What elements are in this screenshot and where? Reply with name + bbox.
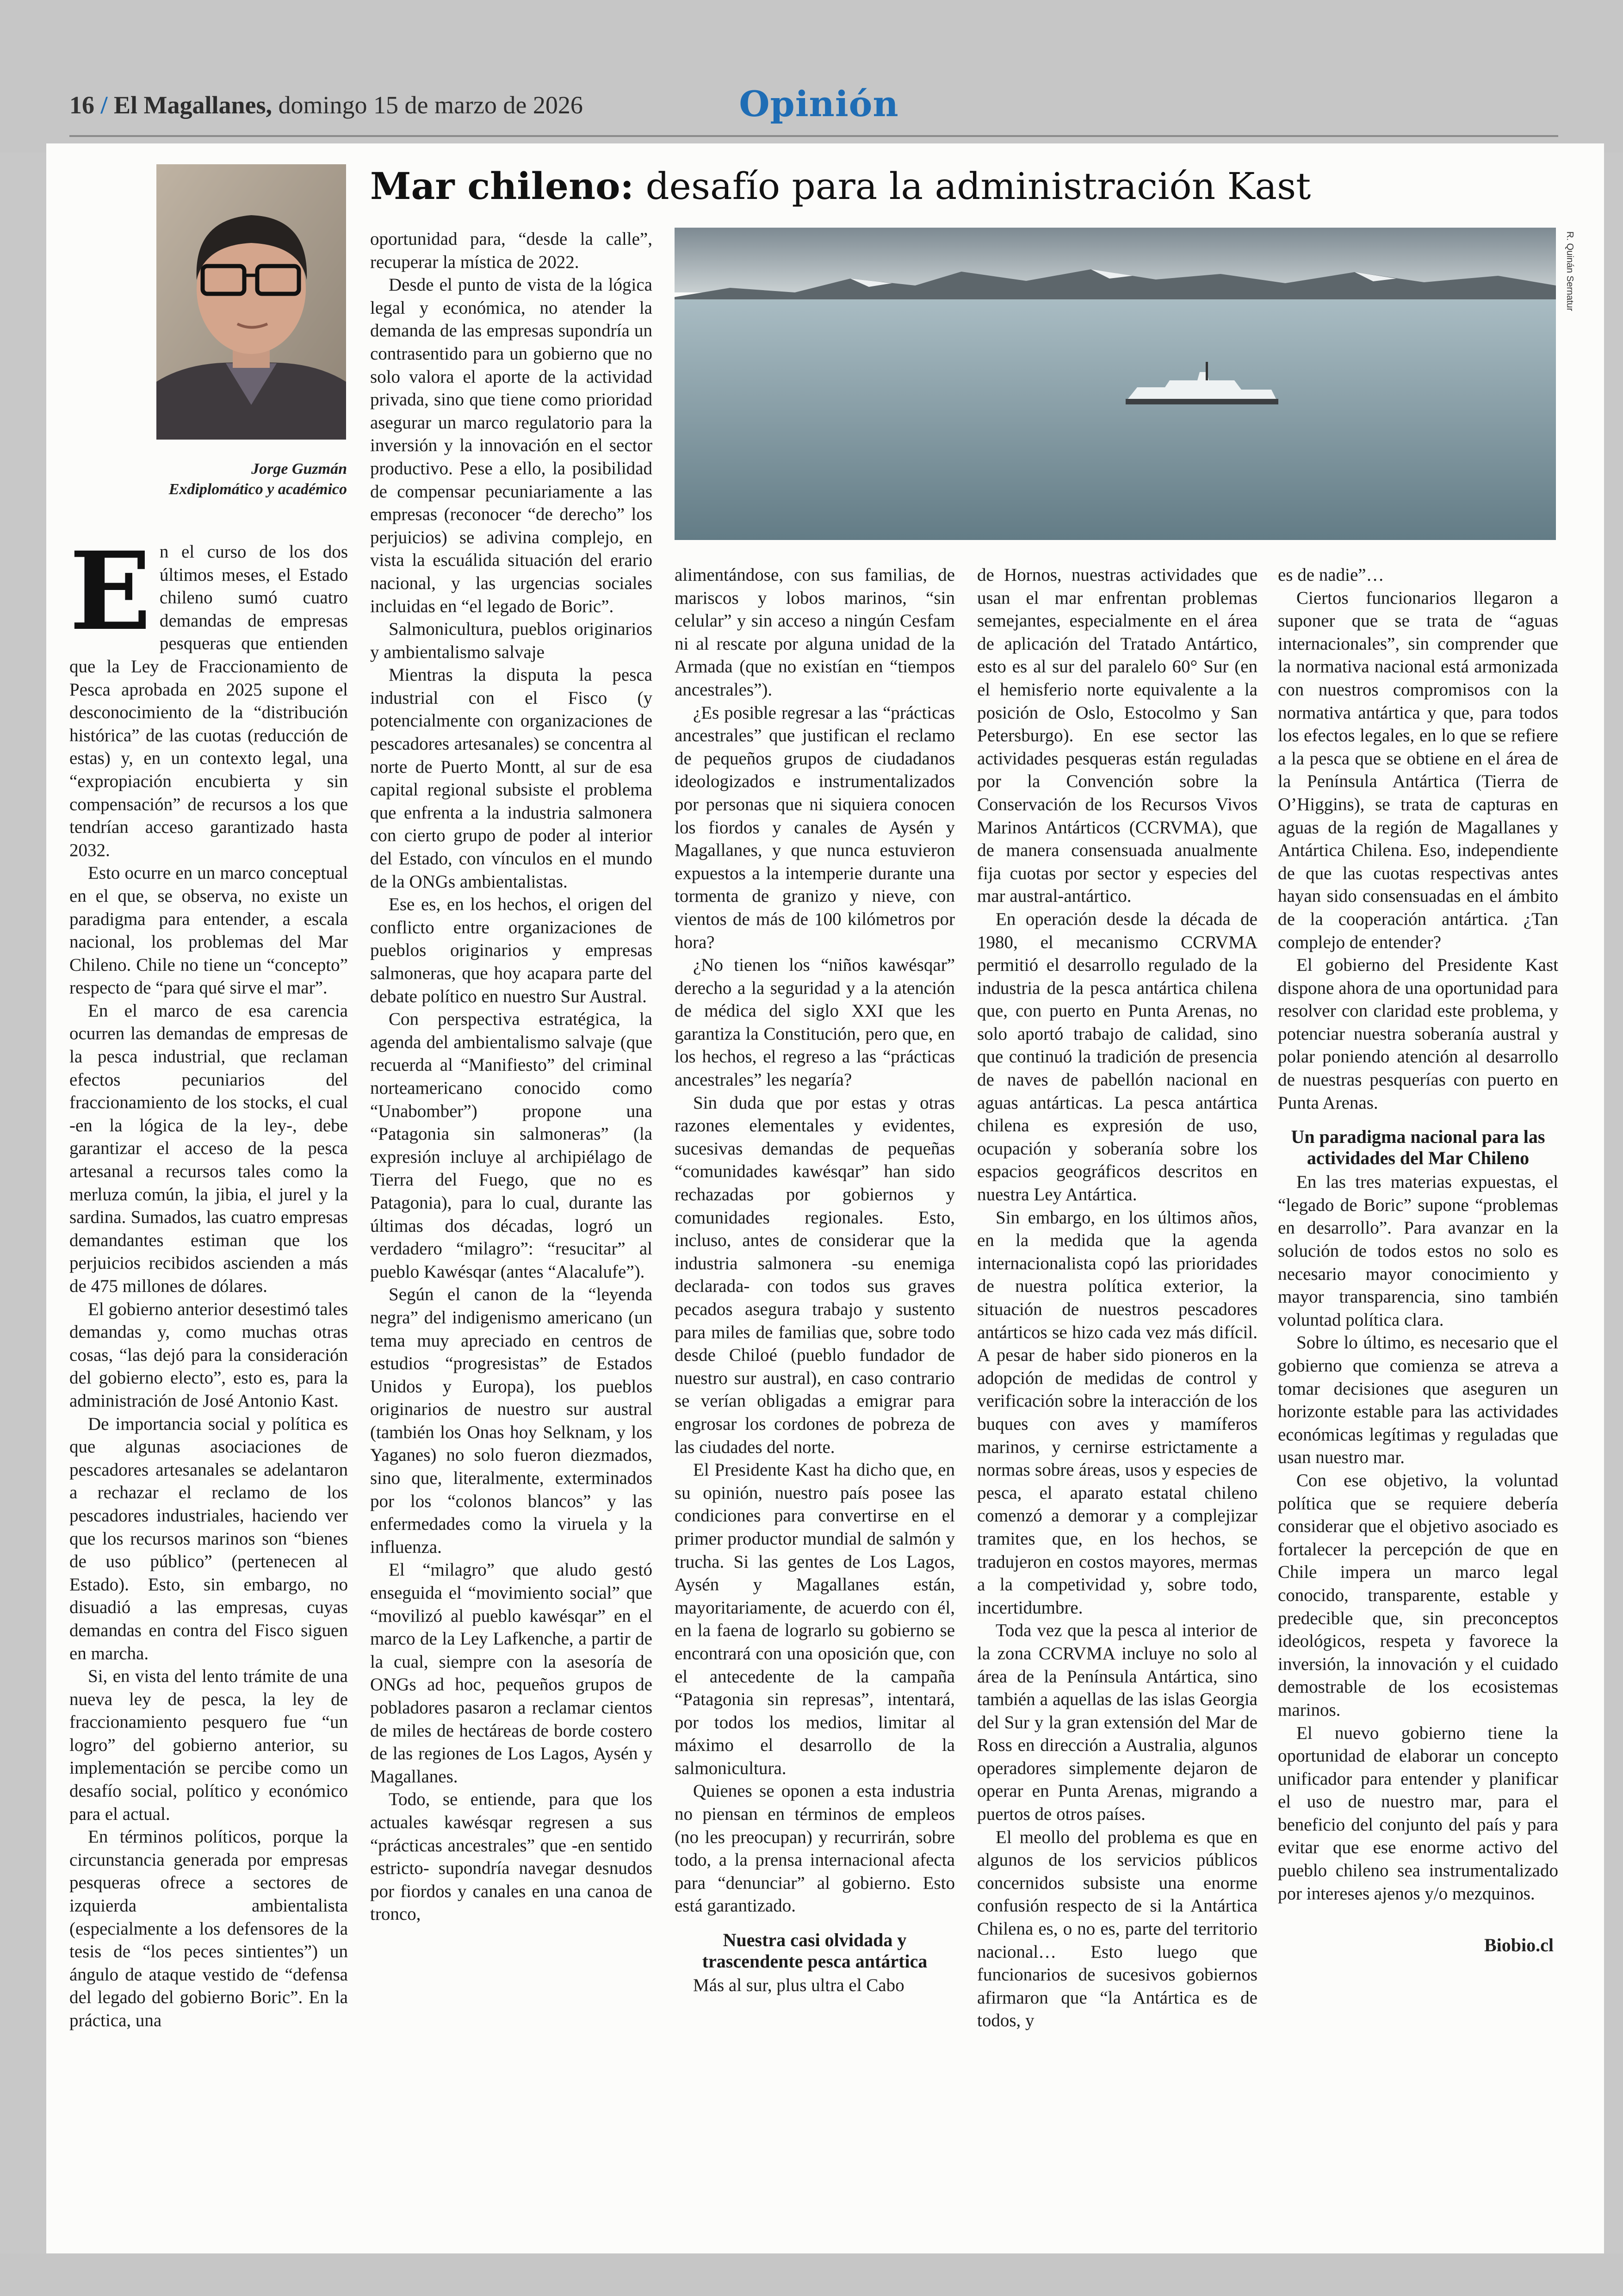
article-column-5	[1278, 564, 1558, 1905]
paragraph: Toda vez que la pesca al interior de la zona CCRVMA incluye no solo al área de la Península Antártica, sino también a aquellas de las islas Georgia del Sur y la gran extensión del Mar de Ross en dirección a Australia, algunos operadores simplemente dejaron de operar en Punta Arenas, migrando a puertos de otros países.	[977, 1620, 1258, 1824]
newspaper-name: El Magallanes,	[114, 91, 273, 119]
bottom-margin	[0, 2253, 1623, 2296]
paragraph: Salmonicultura, pueblos originarios y ambientalismo salvaje	[370, 619, 652, 662]
header-rule	[69, 135, 1558, 137]
paragraph: Sin embargo, en los últimos años, en la medida que la agenda internacionalista copó las prioridades de nuestra política exterior, la situación de nuestros pescadores antárticos se hizo cada vez más difícil. A pesar de haber sido pioneros en la adopción de medidas de control y verificación sobre la interacción de los buques con aves y mamíferos marinos, y cernirse estrictamente a normas sobre áreas, usos y especies de pesca, el aparato estatal chileno comenzó a demorar y a complejizar tramites que, en los hechos, se tradujeron en costos mayores, mermas a la competividad y, sobre todo, incertidumbre.	[977, 1207, 1258, 1618]
paragraph: En las tres materias expuestas, el “legado de Boric” supone “problemas en desarrollo”. Para avanzar en la solución de todos estos no solo es necesario mayor conocimiento y mayor transparencia, sino también voluntad política clara.	[1278, 1172, 1558, 1330]
paragraph: Ese es, en los hechos, el origen del conflicto entre organizaciones de pueblos originarios y empresas salmoneras, que hoy acapara parte del debate político en nuestro Sur Austral.	[370, 894, 652, 1006]
paragraph: de Hornos, nuestras actividades que usan el mar enfrentan problemas semejantes, especialmente en el área de aplicación del Tratado Antártico, esto es al sur del paralelo 60° Sur (en el hemisferio norte equivalente a la posición de Oslo, Estocolmo y San Petersburgo). En ese sector las actividades pesqueras están reguladas por la Convención sobre la Conservación de los Recursos Vivos Marinos Antárticos (CCRVMA), que de manera consensuada anualmente fija cuotas por sector y especies del mar austral-antártico.	[977, 565, 1258, 906]
paragraph: Sobre lo último, es necesario que el gobierno que comienza se atreva a tomar decisiones que aseguren un horizonte estable para las actividades económicas legítimas y reguladas que usan nuestro mar.	[1278, 1333, 1558, 1468]
article-source: Biobio.cl	[1484, 1935, 1554, 1955]
article-column-1	[69, 528, 348, 2032]
paragraph: En términos políticos, porque la circunstancia generada por empresas pesqueras ofrece a sectores de izquierda ambientalista (especialmente a los defensores de la tesis de “los peces sintientes”) un ángulo de ataque vestido de “defensa del legado del gobierno Boric”. En la práctica, una	[69, 1827, 348, 2030]
paragraph: Quienes se oponen a esta industria no piensan en términos de empleos (no les preocupan) y recurrirán, sobre todo, a la prensa internacional afecta para “denunciar” al gobierno. Esto está garantizado.	[675, 1781, 955, 1916]
paragraph: El gobierno del Presidente Kast dispone ahora de una oportunidad para resolver con claridad este problema, y potenciar nuestra soberanía austral y polar poniendo atención al desarrollo de nuestras pesquerías con puerto en Punta Arenas.	[1278, 955, 1558, 1113]
article-column-3	[675, 564, 955, 1997]
issue-date: domingo 15 de marzo de 2026	[278, 91, 583, 119]
paragraph: En el marco de esa carencia ocurren las demandas de empresas de la pesca industrial, que reclaman efectos pecuniarios del fraccionamiento de los stocks, el cual -en la lógica de la ley-, debe garantizar el acceso de la pesca artesanal a recursos tales como la merluza común, la jibia, el jurel y la sardina. Sumados, las cuatro empresas demandantes estiman que los perjuicios recibidos ascienden a más de 475 millones de dólares.	[69, 1000, 348, 1296]
paragraph: El meollo del problema es que en algunos de los servicios públicos concernidos subsiste una enorme confusión respecto de si la Antártica Chilena es, o no es, parte del territorio nacional… Esto luego que funcionarios de sucesivos gobiernos afirmaron que “la Antártica es de todos, y	[977, 1827, 1258, 2031]
paragraph: Con perspectiva estratégica, la agenda del ambientalismo salvaje (que recuerda al “Manifiesto” del criminal norteamericano conocido como “Unabomber”) propone una “Patagonia sin salmoneras” (la expresión incluye al archipiélago de Tierra del Fuego, que no es Patagonia), para lo cual, durante las últimas dos décadas, logró un verdadero “milagro”: “resucitar” al pueblo Kawésqar (antes “Alacalufe”).	[370, 1009, 652, 1282]
paragraph: Si, en vista del lento trámite de una nueva ley de pesca, la ley de fraccionamiento pesquero fue “un logro” del gobierno anterior, su implementación se percibe como un desafío social, político y económico para el actual.	[69, 1666, 348, 1824]
paragraph: ¿No tienen los “niños kawésqar” derecho a la seguridad y a la atención de médica del siglo XXI que les garantiza la Constitución, pero que, en los hechos, el regreso a las “prácticas ancestrales” les negaría?	[675, 955, 955, 1090]
paragraph: Esto ocurre en un marco conceptual en el que, se observa, no existe un paradigma para entender, a escala nacional, los problemas del Mar Chileno. Chile no tiene un “concepto” respecto de “para qué sirve el mar”.	[69, 863, 348, 998]
page-number: 16	[69, 91, 94, 119]
article-column-4	[977, 564, 1258, 2032]
article-headline	[370, 163, 1490, 210]
paragraph: Sin duda que por estas y otras razones elementales y evidentes, sucesivas demandas de pequeñas “comunidades kawésqar” han sido rechazadas por gobiernos y comunidades regionales. Esto, incluso, antes de considerar que la industria salmonera -su enemiga declarada- con todos sus graves pecados asegura trabajo y sustento para miles de familias que, sobre todo desde Chiloé (pueblo fundador de nuestro sur austral), en caso contrario se verían obligadas a emigrar para engrosar los cordones de pobreza de las ciudades del norte.	[675, 1092, 955, 1457]
paragraph: El “milagro” que aludo gestó enseguida el “movimiento social” que “movilizó al pueblo kawésqar” en el marco de la Ley Lafkenche, a partir de la cual, siempre con la asesoría de ONGs ad hoc, pequeños grupos de pobladores pasaron a reclamar cientos de miles de hectáreas de borde costero de las regiones de Los Lagos, Aysén y Magallanes.	[370, 1560, 652, 1787]
paragraph: El gobierno anterior desestimó tales demandas y, como muchas otras cosas, “las dejó para la consideración del gobierno electo”, esto es, para la administración de José Antonio Kast.	[69, 1299, 348, 1411]
page-header	[69, 91, 583, 132]
article-photo	[675, 228, 1556, 540]
paragraph: es de nadie”…	[1278, 565, 1384, 585]
subheading-antarctic-fishing: Nuestra casi olvidada y trascendente pesca antártica	[702, 1930, 928, 1972]
photo-credit: R. Quinán Sernatur	[1565, 231, 1575, 311]
article-column-2	[370, 228, 652, 1926]
author-name: Jorge Guzmán	[251, 460, 347, 478]
paragraph: ¿Es posible regresar a las “prácticas ancestrales” que justifican el reclamo de pequeños grupos de ciudadanos ideologizados e instrumentalizados por personas que ni siquiera conocen los fiordos y canales de Aysén y Magallanes, y que nunca estuvieron expuestos a la intemperie durante una tormenta de granizo y nieve, con vientos de más de 100 kilómetros por hora?	[675, 702, 955, 952]
paragraph: Con ese objetivo, la voluntad política que se requiere debería considerar que el objetivo asociado es fortalecer la percepción de que en Chile impera un marco legal conocido, transparente, estable y predecible que, sin preconceptos ideológicos, respeta y favorece la inversión, la innovación y el cuidado demostrable de los ecosistemas marinos.	[1278, 1470, 1558, 1720]
subheading-national-paradigm: Un paradigma nacional para las actividades del Mar Chileno	[1291, 1126, 1545, 1169]
paragraph: Todo, se entiende, para que los actuales kawésqar regresen a sus “prácticas ancestrales” que -en sentido estricto- supondría navegar desnudos por fiordos y canales en una canoa de tronco,	[370, 1789, 652, 1924]
paragraph: De importancia social y política es que algunas asociaciones de pescadores artesanales se adelantaron a rechazar el reclamo de los pescadores industriales, haciendo ver que los recursos marinos son “bienes de uso público” (pertenecen al Estado). Esto, sin embargo, no disuadió a las empresas, cuyas demandas en contra del Fisco siguen en marcha.	[69, 1414, 348, 1663]
paragraph: oportunidad para, “desde la calle”, recuperar la mística de 2022.	[370, 229, 652, 272]
headline-lead: Mar chileno:	[370, 164, 634, 208]
author-portrait	[156, 164, 346, 440]
drop-cap: E	[69, 528, 151, 654]
paragraph: Ciertos funcionarios llegaron a suponer que se trata de “aguas internacionales”, sin comprender que la normativa nacional está armonizada con nuestros compromisos con la normativa antártica y que, para todos los efectos legales, en lo que se refiere a la pesca que se obtiene en el área de la Península Antártica (Tierra de O’Higgins), se trata de capturas en aguas de la región de Magallanes y Antártica Chilena. Eso, independiente de que las cuotas respectivas antes hayan sido consensuadas en el ámbito de la cooperación antártica. ¿Tan complejo de entender?	[1278, 588, 1558, 952]
paragraph: En operación desde la década de 1980, el mecanismo CCRVMA permitió el desarrollo regulado de la industria de la pesca antártica chilena que, con puerto en Punta Arenas, no solo aportó trabajo de calidad, sino que continuó la tradición de presencia de naves de pabellón nacional en aguas antárticas. La pesca antártica chilena es expresión de uso, ocupación y soberanía sobre los espacios geográficos descritos en nuestra Ley Antártica.	[977, 909, 1258, 1205]
author-role: Exdiplomático y académico	[168, 481, 347, 498]
header-separator: /	[100, 91, 108, 119]
paragraph: Mientras la disputa la pesca industrial con el Fisco (y potencialmente con organizaciones de pescadores artesanales) se concentra al norte de Puerto Montt, al sur de esa capital regional subsiste el problema que enfrenta a la industria salmonera con cierto grupo de poder al interior del Estado, con vínculos en el mundo de la ONGs ambientalistas.	[370, 665, 652, 892]
paragraph: Más al sur, plus ultra el Cabo	[693, 1975, 904, 1996]
paragraph: El nuevo gobierno tiene la oportunidad de elaborar un concepto unificador para entender y planificar el uso de nuestro mar, para el beneficio del conjunto del país y para evitar que ese enorme activo del pueblo chileno sea instrumentalizado por intereses ajenos y/o mezquinos.	[1278, 1723, 1558, 1904]
headline-rest: desafío para la administración Kast	[645, 165, 1311, 208]
paragraph: Desde el punto de vista de la lógica legal y económica, no atender la demanda de las empresas supondría un contrasentido para un gobierno que no solo valora el aporte de la actividad privada, sino que tiene como prioridad asegurar un marco regulatorio para la inversión y la innovación en el sector productivo. Pese a ello, la posibilidad de compensar pecuniariamente a las empresas (reconocer “de derecho” los perjuicios) se adivina complejo, en vista la escuálida situación del erario nacional, y las urgencias sociales incluidas en “el legado de Boric”.	[370, 275, 652, 616]
section-title: Opinión	[739, 83, 899, 124]
paragraph: alimentándose, con sus familias, de mariscos y lobos marinos, “sin celular” y sin acceso a ningún Cesfam ni al rescate por alguna unidad de la Armada (que no existían en “tiempos ancestrales”).	[675, 565, 955, 700]
paragraph: Según el canon de la “leyenda negra” del indigenismo americano (un tema muy apreciado en centros de estudios “progresistas” de Estados Unidos y Europa), los pueblos originarios de nuestro sur austral (también los Onas hoy Selknam, y los Yaganes) no solo fueron diezmados, sino que, literalmente, exterminados por los “colonos blancos” y las enfermedades como la viruela y la influenza.	[370, 1285, 652, 1557]
paragraph: El Presidente Kast ha dicho que, en su opinión, nuestro país posee las condiciones para convertirse en el primer productor mundial de salmón y trucha. Si las gentes de Los Lagos, Aysén y Magallanes están, mayoritariamente, de acuerdo con él, en la faena de lograrlo su gobierno se encontrará con una oposición que, con el antecedente de la campaña “Patagonia sin represas”, intentará, por todos los medios, limitar al máximo el desarrollo de la salmonicultura.	[675, 1460, 955, 1778]
author-byline	[69, 459, 347, 500]
paragraph: n el curso de los dos últimos meses, el Estado chileno sumó cuatro demandas de empresas pesqueras que entienden que la Ley de Fraccionamiento de Pesca aprobada en 2025 supone el desconocimiento de la “distribución histórica” de las cuotas (reducción de estas) y, en un contexto legal, una “expropiación encubierta y sin compensación” de recursos a los que tendrían acceso garantizado hasta 2032.	[69, 542, 348, 860]
